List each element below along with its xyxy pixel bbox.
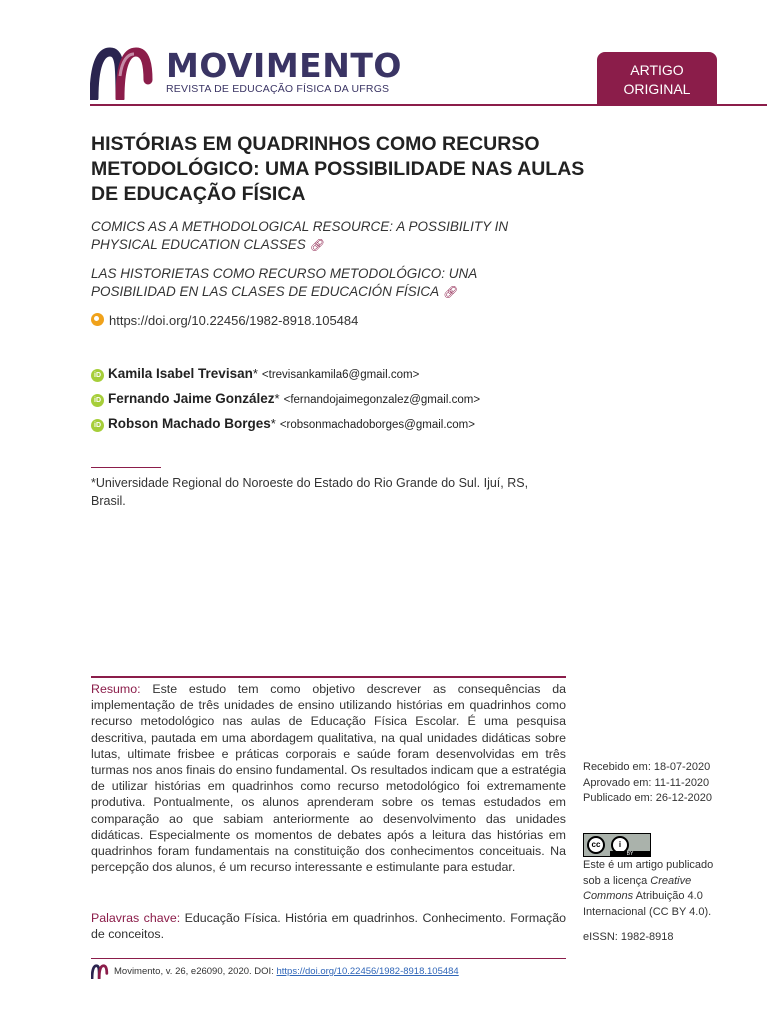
article-title-es [91,265,561,301]
published-date: Publicado em: 26-12-2020 [583,792,713,804]
abstract-label: Resumo: [91,682,141,696]
by-label: BY [610,851,650,857]
author-row [91,416,475,432]
keywords [91,910,566,942]
footer-rule [91,958,566,959]
article-title: HISTÓRIAS EM QUADRINHOS COMO RECURSO METODOLÓGICO: UMA POSSIBILIDADE NAS AULAS DE EDUCAÇÃO FÍSICA [91,133,585,205]
abstract-rule [91,676,566,678]
orcid-icon[interactable]: iD [91,369,104,382]
article-type-badge [597,52,717,106]
author-mark: * [274,391,280,406]
author-row [91,366,419,382]
orcid-icon[interactable]: iD [91,394,104,407]
license-text [583,858,733,920]
author-email[interactable]: <robsonmachadoborges@gmail.com> [279,419,475,431]
license-cc: Creative Commons [583,874,692,902]
badge-line-1: ARTIGO [630,62,684,78]
link-icon[interactable]: 🔗︎ [443,285,459,299]
received-date: Recebido em: 18-07-2020 [583,761,711,773]
author-email[interactable]: <fernandojaimegonzalez@gmail.com> [283,394,481,406]
cc-by-badge-icon[interactable] [583,833,651,857]
affiliation-rule [91,467,161,468]
author-email[interactable]: <trevisankamila6@gmail.com> [261,369,420,381]
author-row [91,391,480,407]
title-es-text: LAS HISTORIETAS COMO RECURSO METODOLÓGICO: UNA POSIBILIDAD EN LAS CLASES DE EDUCACIÓN FÍSICA [91,266,477,299]
article-title-en [91,218,561,254]
badge-line-2: ORIGINAL [623,81,691,97]
dates-block [583,760,712,807]
footer-doi-link[interactable]: https://doi.org/10.22456/1982-8918.105484 [276,966,459,977]
affiliation: *Universidade Regional do Noroeste do Estado do Rio Grande do Sul. Ijuí, RS, Brasil. [91,476,529,508]
author-name: Fernando Jaime González [108,391,275,406]
cc-icon: cc [587,836,605,854]
keywords-text: Educação Física. História em quadrinhos. Conhecimento. Formação de conceitos. [91,911,567,942]
approved-date: Aprovado em: 11-11-2020 [583,776,710,789]
abstract-text: Este estudo tem como objetivo descrever as consequências da implementação de três unidades de ensino utilizando histórias em quadrinhos como recurso metodológico nas aulas de Educação Física Escolar. É uma pesquisa descritiva, pautada em uma abordagem qualitativa, na qual unidades didáticas sobre lutas, ultimate frisbee e práticas corporais e saúde foram desenvolvidas em três turmas nos anos finais do ensino fundamental. Os resultados indicam que a estratégia de utilizar histórias em quadrinhos como recurso metodológico foi extremamente produtiva. Pontualmente, os alunos aprenderam sobre os temas estudados em comparação ao que sabiam anteriormente ao desenvolvimento das unidades didáticas. Especialmente os momentos de debates após a leitura das histórias em quadrinhos foram fundamentais na constituição dos conhecimentos conceituais. Na percepção dos alunos, é um recurso interessante e estimulante para estudar. [91,682,566,875]
keywords-label: Palavras chave: [91,911,181,925]
footer-citation-text: Movimento, v. 26, e26090, 2020. DOI: [114,966,277,977]
link-icon[interactable]: 🔗︎ [309,238,326,252]
orcid-icon[interactable]: iD [91,419,104,432]
footer-citation [114,966,459,977]
license-post: Atribuição 4.0 Internacional (CC BY 4.0). [583,890,712,918]
movimento-logo-icon [91,964,109,979]
license-pre: Este é um artigo publicado sob a licença [583,859,714,887]
doi-row[interactable] [91,313,358,328]
journal-subtitle: REVISTA DE EDUCAÇÃO FÍSICA DA UFRGS [166,83,390,95]
eissn: eISSN: 1982-8918 [583,931,674,943]
author-mark: * [270,416,276,431]
movimento-logo-icon [90,46,156,100]
journal-name: MOVIMENTO [166,46,402,85]
author-name: Kamila Isabel Trevisan [108,366,253,381]
attribution-icon: i [611,836,629,854]
doi-icon [91,313,104,326]
abstract [91,681,566,875]
author-name: Robson Machado Borges [108,416,271,431]
author-mark: * [252,366,258,381]
title-en-text: COMICS AS A METHODOLOGICAL RESOURCE: A POSSIBILITY IN PHYSICAL EDUCATION CLASSES [91,219,509,252]
doi-link[interactable]: https://doi.org/10.22456/1982-8918.105484 [109,313,359,328]
